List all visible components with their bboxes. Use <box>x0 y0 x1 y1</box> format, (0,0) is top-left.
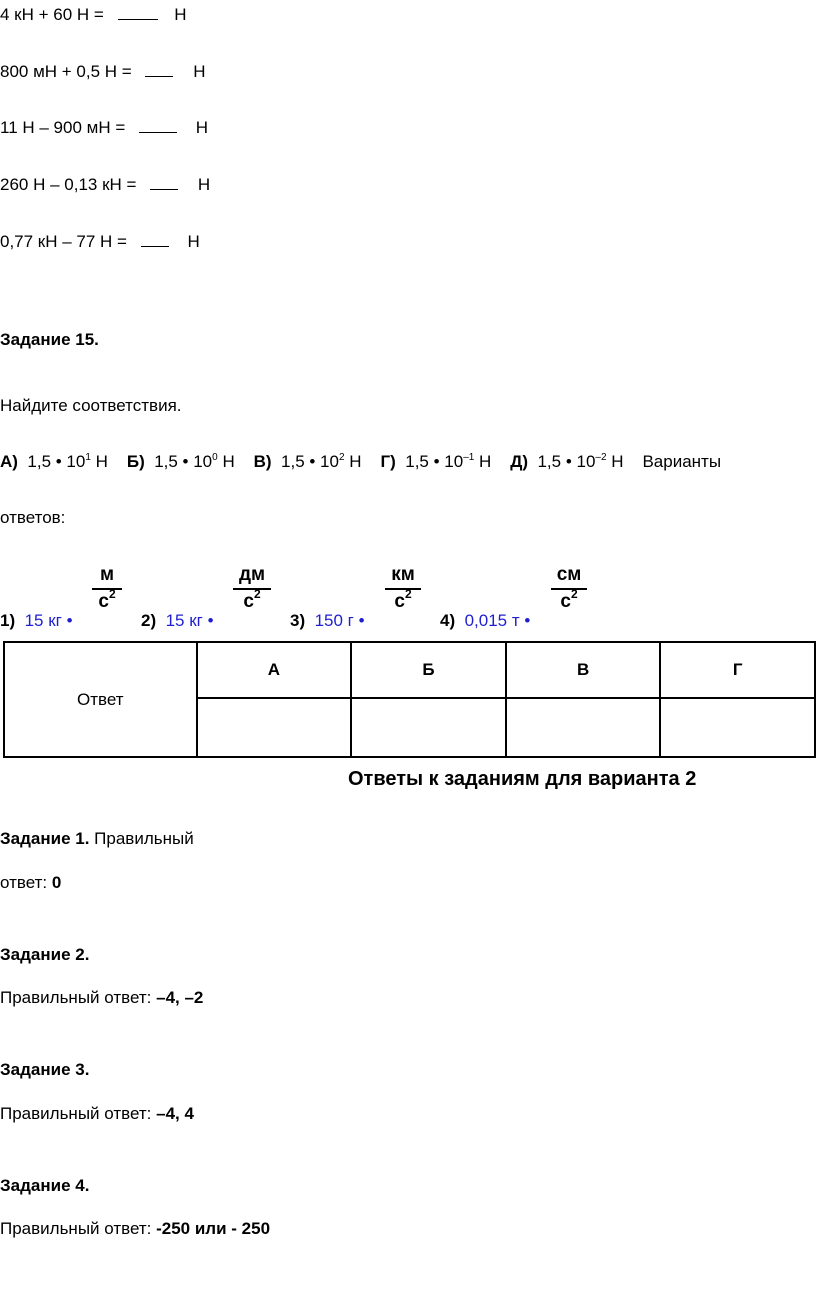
option-4-unit-fraction: см $с^2$ <box>551 564 587 613</box>
answer-task-4-answer <box>0 1219 270 1239</box>
answer-task-1-answer <box>0 873 61 893</box>
answer-task-3-title: Задание 3. <box>0 1060 90 1079</box>
exercise-4 <box>0 175 210 195</box>
exercise-3 <box>0 118 208 138</box>
exercise-unit: Н <box>195 118 209 137</box>
answer-value: –4, 4 <box>156 1104 194 1123</box>
exercise-unit: Н <box>193 62 206 81</box>
option-2 <box>141 611 214 631</box>
answer-task-2-title: Задание 2. <box>0 945 90 964</box>
answer-label: Правильный ответ: <box>0 988 152 1007</box>
exercise-expr: 4 кН + 60 Н = <box>0 5 104 24</box>
header-cell-b: Б <box>351 642 506 698</box>
answer-value: -250 или - 250 <box>156 1219 271 1238</box>
exercise-expr: 260 Н – 0,13 кН = <box>0 175 137 194</box>
option-number: 1) <box>0 611 16 630</box>
header-cell-a: А <box>197 642 352 698</box>
option-1 <box>0 611 73 631</box>
answer-label: Правильный ответ: <box>0 1104 152 1123</box>
item-a: А) 1,5 • $10^1$ Н <box>0 452 108 471</box>
exercise-1 <box>0 5 187 25</box>
answer-row-label: Ответ <box>4 642 197 757</box>
exercise-expr: 0,77 кН – 77 Н = <box>0 232 127 251</box>
exercise-expr: 800 мН + 0,5 Н = <box>0 62 132 81</box>
answer-label: ответ: <box>0 873 48 892</box>
exercise-2 <box>0 62 205 82</box>
answer-cell-v[interactable] <box>506 698 661 757</box>
task-inline-text: Правильный <box>94 829 194 848</box>
option-value: 150 г • <box>314 611 365 630</box>
exercise-unit: Н <box>187 232 200 251</box>
task15-items <box>0 452 721 472</box>
exercise-unit: Н <box>197 175 211 194</box>
option-number: 4) <box>440 611 456 630</box>
variants-label: Варианты <box>642 452 722 471</box>
task-title: Задание 1. <box>0 829 90 848</box>
answer-blank[interactable] <box>145 62 173 77</box>
answer-label: Правильный ответ: <box>0 1219 152 1238</box>
option-3 <box>290 611 365 631</box>
answer-blank[interactable] <box>150 175 178 190</box>
variants-label-continued: ответов: <box>0 508 66 527</box>
item-d: Д) 1,5 • $10^{-2}$ Н <box>510 452 624 471</box>
option-value: 15 кг • <box>24 611 73 630</box>
option-2-unit-fraction: дм $с^2$ <box>233 564 271 613</box>
answers-heading: Ответы к заданиям для варианта 2 <box>348 768 697 790</box>
answer-task-3-answer <box>0 1104 194 1124</box>
item-g: Г) 1,5 • $10^{-1}$ Н <box>380 452 492 471</box>
answer-cell-b[interactable] <box>351 698 506 757</box>
answer-blank[interactable] <box>118 5 158 20</box>
option-number: 2) <box>141 611 157 630</box>
exercise-5 <box>0 232 200 252</box>
item-v: В) 1,5 • $10^2$ Н <box>253 452 362 471</box>
option-number: 3) <box>290 611 306 630</box>
task15-instruction: Найдите соответствия. <box>0 396 182 415</box>
option-3-unit-fraction: км $с^2$ <box>385 564 421 613</box>
answer-value: 0 <box>51 873 62 892</box>
option-value: 0,015 т • <box>464 611 531 630</box>
answer-value: –4, –2 <box>156 988 204 1007</box>
answer-blank[interactable] <box>141 232 169 247</box>
task15-title: Задание 15. <box>0 330 99 349</box>
option-4 <box>440 611 530 631</box>
option-1-unit-fraction: м $с^2$ <box>92 564 122 613</box>
option-value: 15 кг • <box>165 611 214 630</box>
answer-task-1 <box>0 829 194 849</box>
exercise-expr: 11 Н – 900 мН = <box>0 118 126 137</box>
header-cell-v: В <box>506 642 661 698</box>
answer-table <box>3 641 816 758</box>
answer-task-2-answer <box>0 988 203 1008</box>
answer-task-4-title: Задание 4. <box>0 1176 90 1195</box>
answer-cell-g[interactable] <box>660 698 815 757</box>
header-cell-g: Г <box>660 642 815 698</box>
item-b: Б) 1,5 • $10^0$ Н <box>126 452 235 471</box>
answer-blank[interactable] <box>139 118 177 133</box>
answer-cell-a[interactable] <box>197 698 352 757</box>
exercise-unit: Н <box>174 5 187 24</box>
